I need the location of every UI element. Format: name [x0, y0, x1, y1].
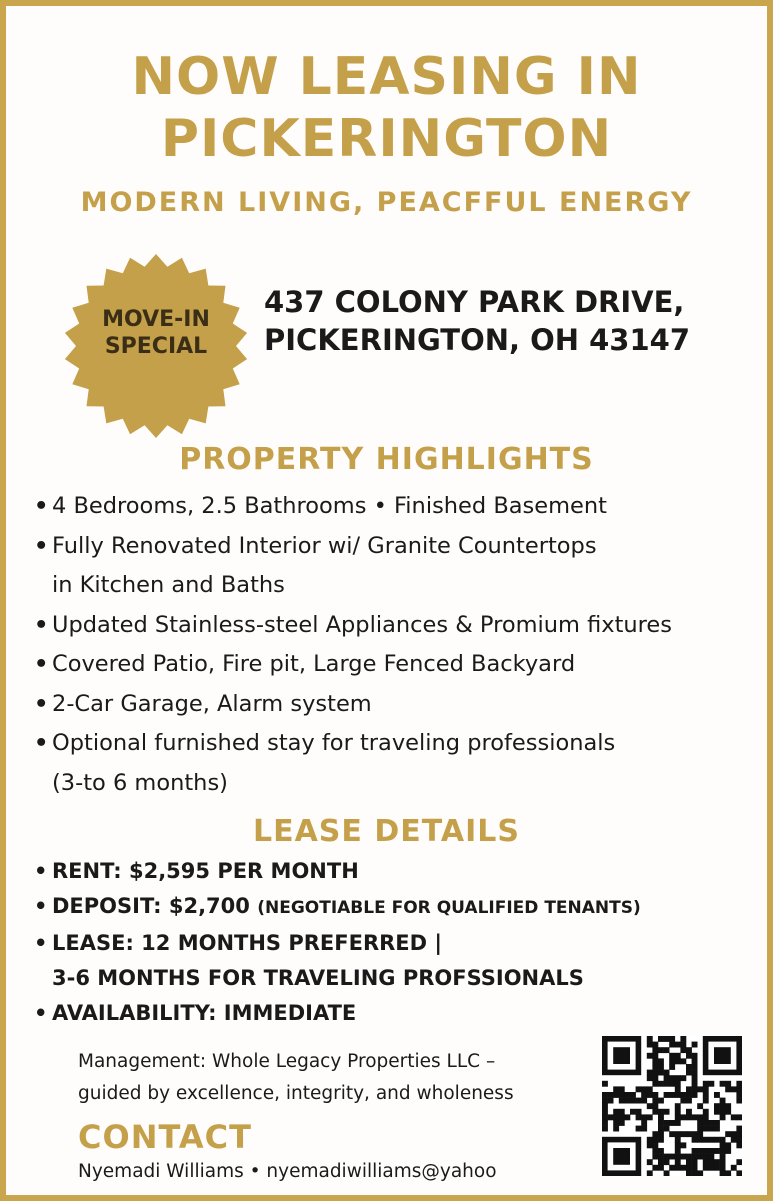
- list-item: • Updated Stainless-steel Appliances & Promium fixtures: [30, 606, 773, 646]
- bullet-icon: •: [34, 931, 48, 955]
- lease-details-heading: LEASE DETAILS: [252, 814, 520, 849]
- list-item-availability: • AVAILABILITY: IMMEDIATE: [30, 996, 773, 1031]
- bullet-icon: •: [34, 1001, 48, 1025]
- title-line-2: PICKERINGTON: [160, 109, 613, 169]
- page-title: [6, 46, 767, 170]
- title-line-1: NOW LEASING IN: [131, 47, 642, 107]
- qr-code-icon[interactable]: [602, 1036, 742, 1176]
- badge-line-1: MOVE-IN: [102, 307, 210, 332]
- list-item: • Covered Patio, Fire pit, Large Fenced Backyard: [30, 645, 773, 685]
- badge-line-2: SPECIAL: [104, 334, 208, 359]
- list-item: • Optional furnished stay for traveling professionals: [30, 724, 773, 764]
- bullet-icon: •: [34, 894, 48, 918]
- bullet-icon: •: [34, 532, 49, 559]
- management-note: [78, 1046, 598, 1110]
- list-item-continuation: in Kitchen and Baths: [52, 572, 285, 598]
- lease-details-list: [30, 854, 773, 1031]
- list-item-rent: • RENT: $2,595 PER MONTH: [30, 854, 773, 889]
- bullet-icon: •: [34, 690, 49, 717]
- bullet-icon: •: [34, 493, 49, 519]
- deposit-note: (NEGOTIABLE FOR QUALIFIED TENANTS): [257, 898, 641, 918]
- property-address: [264, 283, 764, 359]
- qr-code-graphic: [602, 1036, 742, 1176]
- list-item: • 2-Car Garage, Alarm system: [30, 685, 773, 725]
- bullet-icon: •: [34, 611, 49, 638]
- bullet-icon: •: [34, 730, 49, 756]
- move-in-special-badge: [61, 251, 251, 441]
- bullet-icon: •: [34, 859, 48, 883]
- address-line-1: 437 COLONY PARK DRIVE,: [264, 285, 685, 319]
- property-highlights-heading: PROPERTY HIGHLIGHTS: [179, 442, 594, 477]
- management-line-2: guided by excellence, integrity, and wholeness: [78, 1083, 514, 1104]
- subtitle: MODERN LIVING, PEACFFUL ENERGY: [80, 187, 693, 218]
- address-line-2: PICKERINGTON, OH 43147: [264, 323, 691, 357]
- list-item-continuation: (3-to 6 months): [52, 769, 228, 796]
- list-item-deposit: • DEPOSIT: $2,700 (NEGOTIABLE FOR QUALIFIED TENANTS): [30, 889, 773, 926]
- bullet-icon: •: [34, 651, 49, 677]
- list-item-continuation: 3-6 MONTHS FOR TRAVELING PROFSSIONALS: [52, 966, 584, 990]
- management-line-1: Management: Whole Legacy Properties LLC –: [78, 1051, 496, 1072]
- list-item: • Fully Renovated Interior wi/ Granite Countertops: [30, 527, 773, 567]
- highlights-list: [30, 487, 773, 803]
- badge-text: [61, 306, 251, 360]
- list-item-lease: • LEASE: 12 MONTHS PREFERRED |: [30, 926, 773, 961]
- contact-heading: CONTACT: [78, 1118, 252, 1156]
- list-item: • 4 Bedrooms, 2.5 Bathrooms • Finished Basement: [30, 487, 773, 527]
- contact-info: Nyemadi Williams • nyemadiwilliams@yahoo: [78, 1161, 497, 1182]
